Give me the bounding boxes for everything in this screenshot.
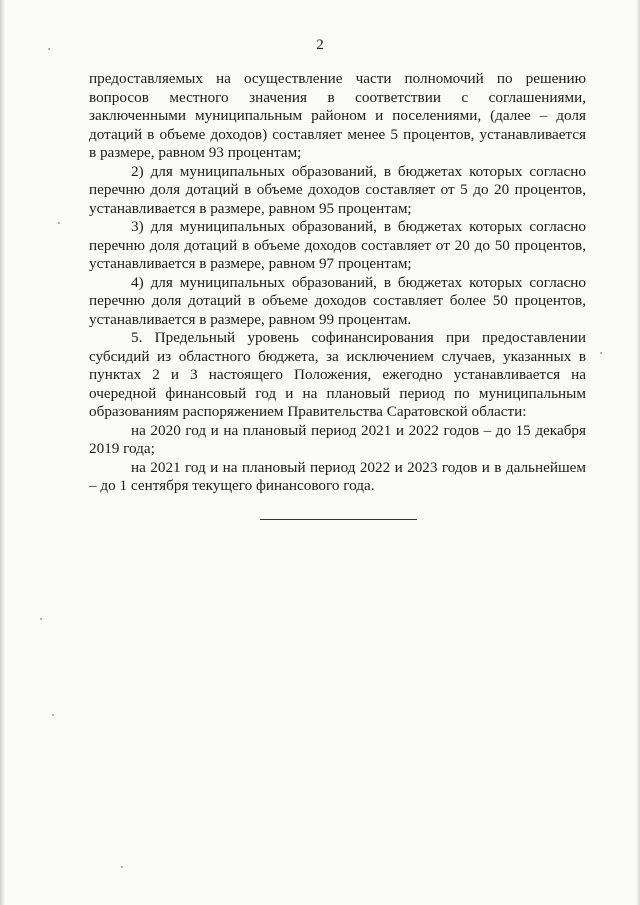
paragraph-clause-5: 5. Предельный уровень софинансирования при предоставлении субсидий из областного бюджета, за исключением случаев, указанных в пунктах 2 и 3 настоящего Положения, ежегодно устанавливается на очередной финансовый год и на плановый период по муниципальным образованиям распоряжением Правительства Саратовской области: [89, 329, 586, 420]
scan-speck [600, 352, 602, 354]
paragraph-item-4: 4) для муниципальных образований, в бюджетах которых согласно перечню доля дотаций в объеме доходов составляет более 50 процентов, устанавливается в размере, равном 99 процентам. [89, 273, 586, 328]
scan-edge-left [0, 0, 5, 905]
paragraph-deadline-2020: на 2020 год и на плановый период 2021 и 2022 годов – до 15 декабря 2019 года; [89, 421, 586, 457]
scan-speck [58, 222, 60, 224]
scan-speck [40, 618, 42, 620]
scan-speck [121, 866, 123, 868]
page-number: 2 [316, 37, 324, 53]
scan-speck [48, 48, 50, 50]
closing-rule [260, 519, 417, 520]
paragraph-continuation: предоставляемых на осуществление части полномочий по решению вопросов местного значения в соответствии с соглашениями, заключенными муниципальным районом и поселениями, (далее – доля дотаций в объеме доходов) составляет менее 5 процентов, устанавливается в размере, равном 93 процентам; [89, 70, 586, 161]
scan-speck [52, 714, 54, 716]
paragraph-item-2: 2) для муниципальных образований, в бюджетах которых согласно перечню доля дотаций в объеме доходов составляет от 5 до 20 процентов, устанавливается в размере, равном 95 процентам; [89, 162, 586, 217]
document-body [89, 70, 586, 496]
scan-edge-right [636, 0, 640, 905]
paragraph-deadline-2021: на 2021 год и на плановый период 2022 и 2023 годов и в дальнейшем – до 1 сентября текущего финансового года. [89, 458, 586, 494]
paragraph-item-3: 3) для муниципальных образований, в бюджетах которых согласно перечню доля дотаций в объеме доходов составляет от 20 до 50 процентов, устанавливается в размере, равном 97 процентам; [89, 218, 586, 272]
